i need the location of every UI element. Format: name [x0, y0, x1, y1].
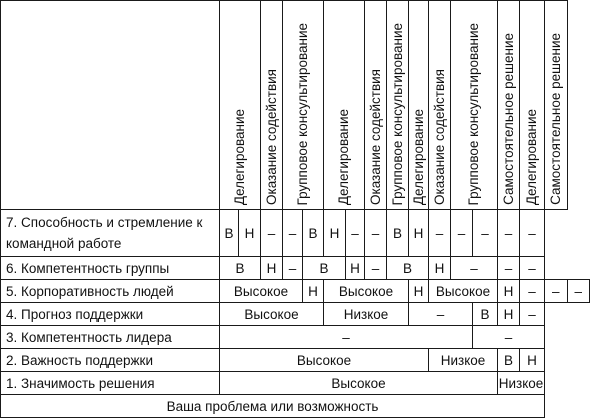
table-row-3	[1, 326, 590, 349]
table-cell: Н	[239, 210, 261, 257]
table-cell: –	[365, 257, 387, 280]
row-label: 4. Прогноз поддержки	[1, 303, 220, 326]
table-cell: –	[261, 210, 283, 257]
table-cell: Высокое	[429, 280, 498, 303]
table-cell: –	[473, 326, 545, 349]
header-cell: Групповое консультирование	[451, 1, 498, 210]
table-cell: В	[387, 257, 429, 280]
header-cell: Оказание содействия	[429, 1, 451, 210]
row-label: 6. Компетентность группы	[1, 257, 220, 280]
table-row-6	[1, 257, 590, 280]
table-cell: Н	[409, 280, 429, 303]
table-cell: Н	[498, 280, 520, 303]
table-row-2	[1, 349, 590, 372]
table-cell: Н	[346, 257, 365, 280]
table-cell: Низкое	[498, 372, 545, 395]
table-cell: –	[498, 257, 520, 280]
table-cell: –	[498, 210, 520, 257]
table-cell: В	[387, 210, 409, 257]
table-cell: –	[220, 326, 473, 349]
footer-caption: Ваша проблема или возможность	[1, 395, 545, 418]
table-cell: –	[545, 280, 568, 303]
table-cell: Высокое	[220, 303, 324, 326]
table-cell: –	[409, 303, 473, 326]
table-cell: Высокое	[220, 349, 429, 372]
header-cell: Самостоятельное решение	[545, 1, 568, 210]
table-cell: В	[303, 210, 324, 257]
header-cell: Делегирование	[324, 1, 365, 210]
header-cell: Делегирование	[409, 1, 429, 210]
table-cell: –	[567, 280, 590, 303]
header-cell: Делегирование	[220, 1, 261, 210]
table-cell: –	[283, 257, 303, 280]
header-cell: Оказание содействия	[365, 1, 387, 210]
table-row-4	[1, 303, 590, 326]
table-cell: В	[303, 257, 346, 280]
table-cell: –	[346, 210, 365, 257]
table-row-7	[1, 210, 590, 257]
row-label: 7. Способность и стремление к командной работе	[1, 210, 220, 257]
header-cell: Групповое консультирование	[387, 1, 409, 210]
table-cell: Н	[498, 303, 520, 326]
table-cell: В	[220, 257, 261, 280]
table-cell: –	[520, 257, 545, 280]
table-cell: Н	[261, 257, 283, 280]
header-empty-cell	[1, 1, 220, 210]
table-cell: Высокое	[220, 280, 303, 303]
table-cell: –	[473, 210, 498, 257]
table-cell: –	[451, 257, 498, 280]
header-cell: Самостоятельное решение	[498, 1, 520, 210]
table-cell: –	[520, 280, 545, 303]
row-label: 2. Важность поддержки	[1, 349, 220, 372]
header-cell: Групповое консультирование	[283, 1, 324, 210]
row-label: 1. Значимость решения	[1, 372, 220, 395]
header-cell: Оказание содействия	[261, 1, 283, 210]
table-cell: –	[520, 303, 545, 326]
table-cell: –	[365, 210, 387, 257]
table-cell: В	[220, 210, 239, 257]
footer-row	[1, 395, 590, 418]
table-cell: В	[473, 303, 498, 326]
table-cell: Н	[429, 257, 451, 280]
header-cell: Делегирование	[520, 1, 545, 210]
table-cell: –	[451, 210, 473, 257]
table-cell: Н	[409, 210, 429, 257]
table-cell: В	[498, 349, 520, 372]
table-cell: Н	[520, 349, 545, 372]
table-cell: Н	[303, 280, 324, 303]
table-row-1	[1, 372, 590, 395]
table-cell: –	[520, 210, 545, 257]
table-row-5	[1, 280, 590, 303]
row-label: 3. Компетентность лидера	[1, 326, 220, 349]
table-cell: Н	[324, 210, 346, 257]
table-cell: –	[429, 210, 451, 257]
table-cell: Низкое	[324, 303, 409, 326]
table-cell: –	[283, 210, 303, 257]
table-cell: Низкое	[429, 349, 498, 372]
row-label: 5. Корпоративность людей	[1, 280, 220, 303]
table-cell: Высокое	[220, 372, 498, 395]
table-cell: Высокое	[324, 280, 409, 303]
header-row	[1, 1, 590, 210]
